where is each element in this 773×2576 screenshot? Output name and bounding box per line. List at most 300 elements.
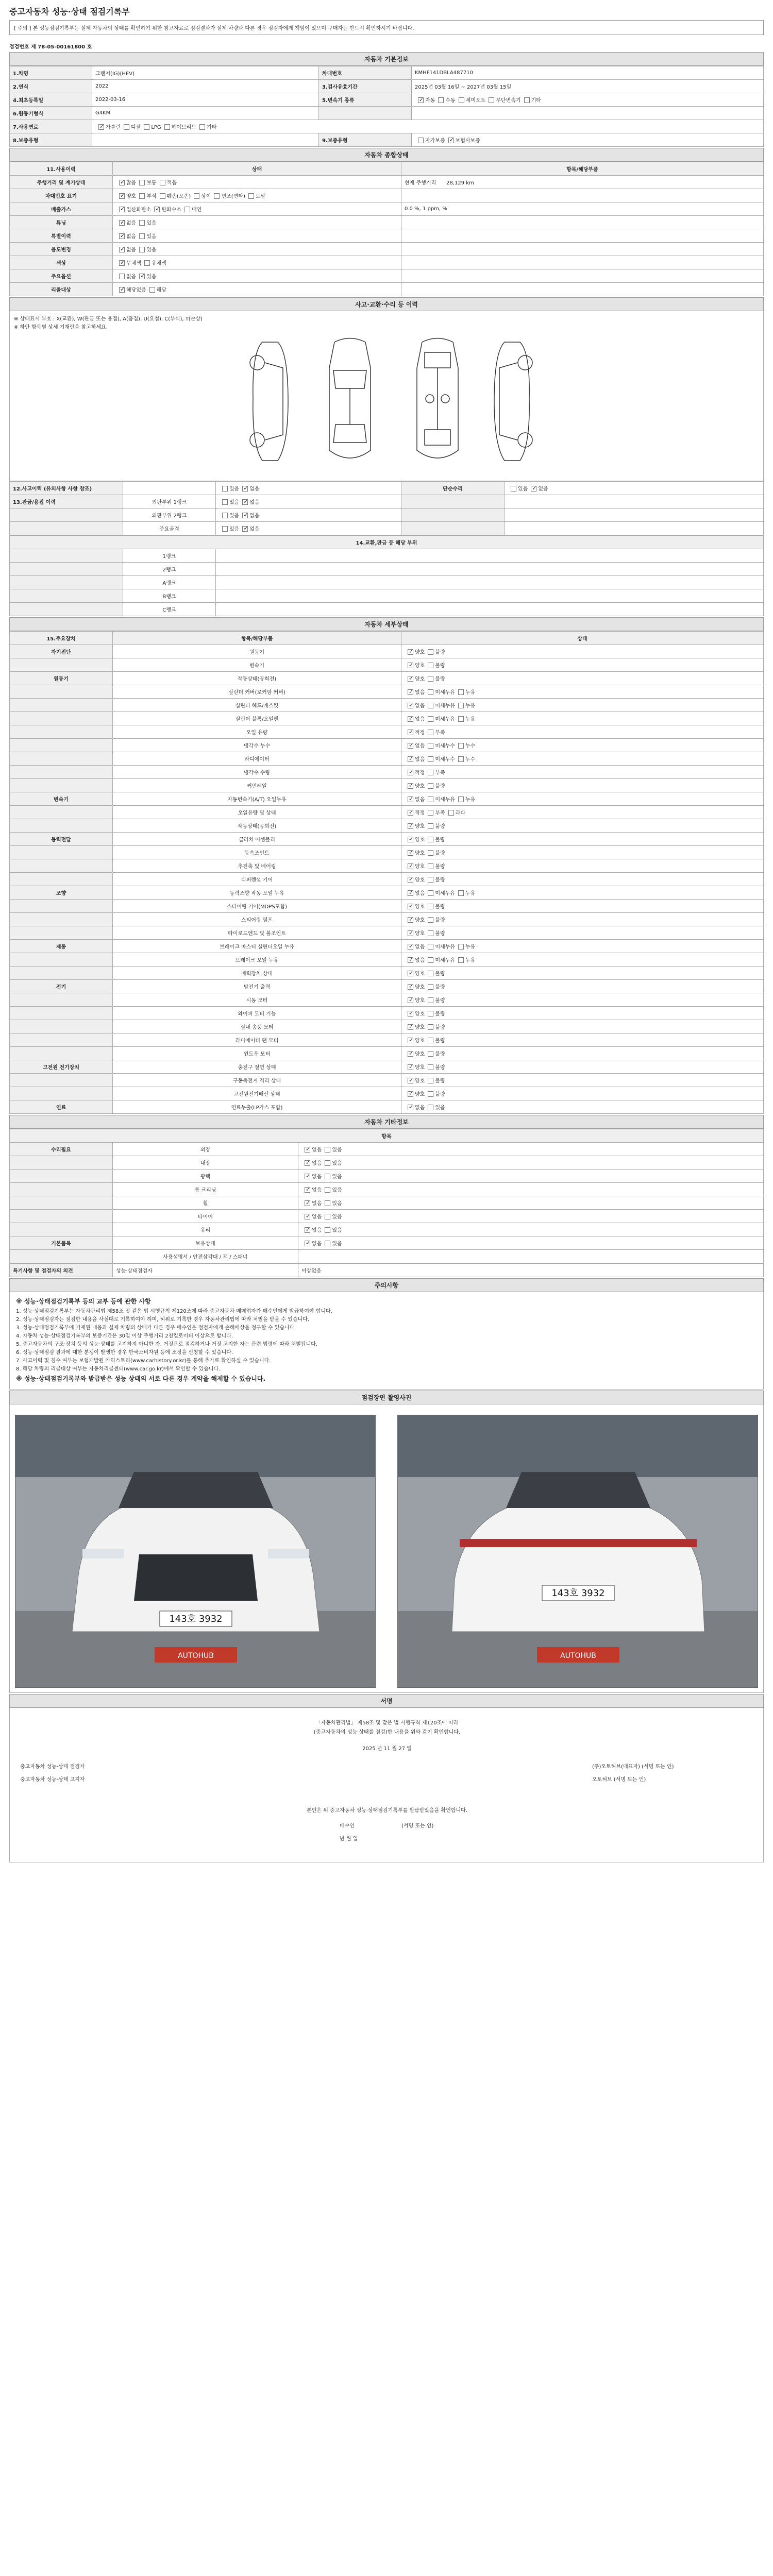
checkbox-label: 없음 — [249, 513, 260, 519]
checkbox — [458, 756, 464, 762]
rank-row: C랭크 — [10, 603, 764, 616]
checkbox-label: 없음 — [415, 703, 425, 709]
caution-line: 5. 중고자동차의 구조·장치 등의 성능·상태를 고지하지 아니한 자, 거짓으로 점검하거나 거짓 고지한 자는 관련 법령에 따라 처벌됩니다. — [16, 1342, 318, 1347]
checkbox-label: 불량 — [435, 663, 445, 669]
checkbox — [144, 124, 149, 130]
checkbox-label: 불량 — [435, 904, 445, 910]
caution-line: 2. 성능·상태점검자는 점검한 내용을 사실대로 기록하여야 하며, 허위로 기록한 경우 자동차관리법에 따라 처벌을 받을 수 있습니다. — [16, 1317, 310, 1323]
summary-extra: 현재 주행거리 — [405, 180, 436, 186]
checkbox-label: 불량 — [435, 1038, 445, 1044]
checkbox — [408, 904, 413, 909]
checkbox — [428, 877, 433, 883]
summary-options — [113, 256, 401, 269]
checkbox — [408, 716, 413, 722]
damage-row: 12.사고이력 (유의사항 사항 참조) 있음✓ 없음 단순수리 있음✓ 없음 — [10, 482, 764, 495]
document-number: 점검번호 제 78-05-00161800 호 — [9, 44, 92, 50]
checkbox — [149, 287, 155, 293]
checkbox-label: 양호 — [415, 971, 425, 977]
checkbox-label: 불량 — [435, 931, 445, 937]
checkbox — [428, 796, 433, 802]
checkbox — [458, 716, 464, 722]
checkbox-label: 양호 — [415, 1065, 425, 1071]
checkbox — [428, 904, 433, 909]
checkbox — [418, 97, 424, 103]
checkbox-label: 불량 — [435, 650, 445, 655]
checkbox — [325, 1241, 330, 1246]
caution-line: ※ 성능·상태점검기록부와 발급받은 성능 상태의 서로 다른 경우 계약을 해제할 수 있습니다. — [16, 1375, 266, 1382]
checkbox-label: 가솔린 — [106, 125, 121, 130]
checkbox — [408, 917, 413, 923]
checkbox-label: 없음 — [312, 1241, 322, 1247]
checkbox — [408, 984, 413, 990]
checkbox — [489, 97, 494, 103]
checkbox — [305, 1200, 310, 1206]
summary-row: 주요옵션 없음✓ 있음 — [10, 269, 764, 283]
checkbox — [428, 930, 433, 936]
checkbox-label: 양호 — [415, 1025, 425, 1030]
checkbox — [325, 1174, 330, 1179]
checkbox — [325, 1187, 330, 1193]
checkbox — [418, 138, 424, 143]
checkbox-label: 없음 — [415, 797, 425, 803]
checkbox — [438, 97, 444, 103]
checkbox — [119, 287, 125, 293]
checkbox — [428, 730, 433, 735]
checkbox — [428, 716, 433, 722]
summary-row: 튜닝 ✓ 없음 있음 — [10, 216, 764, 229]
checkbox-label: 있음 — [146, 221, 157, 226]
checkbox — [428, 756, 433, 762]
other-info-table: 항목 수리필요 외장 ✓ 없음 있음 내장 ✓ 없음 있음 광택 ✓ 없음 있음 룸 크리닝 ✓ 없음 있음 휠 ✓ 없음 있음 타이어 ✓ 없음 있음 유리 ✓ 없음 있음 기본품목 보유상태 ✓ 없음 있음 사용설명서 / 안전삼각대 / 잭 / 스패너 — [9, 1129, 764, 1263]
checkbox — [222, 486, 228, 492]
checkbox-label: 기타 — [531, 98, 541, 104]
rank-table: 14.교환,판금 등 해당 부위 1랭크 2랭크 A랭크 B랭크 C랭크 — [9, 535, 764, 616]
section-basic-title: 자동차 기본정보 — [9, 52, 764, 66]
checkbox-label: 부족 — [435, 730, 445, 736]
checkbox-label: 있음 — [229, 500, 240, 505]
other-row: 유리 ✓ 없음 있음 — [10, 1223, 764, 1236]
fuel-options — [92, 120, 764, 133]
other-row: 내장 ✓ 없음 있음 — [10, 1156, 764, 1170]
checkbox — [408, 663, 413, 668]
section-sign-title: 서명 — [9, 1694, 764, 1708]
detail-row: 자기진단 원동기 ✓ 양호 불량 — [10, 645, 764, 658]
checkbox-label: 누유 — [465, 944, 476, 950]
checkbox — [408, 823, 413, 829]
checkbox-label: 누유 — [465, 797, 476, 803]
summary-options — [113, 283, 401, 296]
checkbox-label: 양호 — [415, 784, 425, 789]
checkbox-label: 미세누유 — [435, 797, 455, 803]
summary-options — [113, 189, 401, 202]
checkbox-label: 미세누유 — [435, 958, 455, 963]
checkbox-label: 없음 — [312, 1228, 322, 1233]
rank-row: 2랭크 — [10, 563, 764, 576]
checkbox-label: 있음 — [146, 247, 157, 253]
detail-row: 냉각수 수량 ✓ 적정 부족 — [10, 766, 764, 779]
checkbox-label: LPG — [151, 125, 161, 130]
rear-autohub-sign: AUTOHUB — [560, 1652, 596, 1660]
checkbox-label: 불량 — [435, 1052, 445, 1057]
checkbox-label: 있음 — [146, 234, 157, 240]
checkbox-label: 있음 — [332, 1201, 342, 1207]
checkbox-label: 부족 — [435, 770, 445, 776]
summary-row: 색상 ✓ 무채색 유채색 — [10, 256, 764, 269]
checkbox — [408, 1064, 413, 1070]
checkbox-label: 변조(변타) — [221, 194, 245, 199]
detail-row: 배력장치 상태 ✓ 양호 불량 — [10, 967, 764, 980]
detail-row: 원동기 작동상태(공회전) ✓ 양호 불량 — [10, 672, 764, 685]
checkbox-label: 불량 — [435, 1011, 445, 1017]
checkbox — [119, 220, 125, 226]
checkbox-label: 훼손(오손) — [166, 194, 191, 199]
checkbox-label: 누유 — [465, 958, 476, 963]
checkbox — [448, 138, 454, 143]
checkbox-label: 매연 — [191, 207, 202, 213]
rank-row: A랭크 — [10, 576, 764, 589]
checkbox-label: 해당없음 — [126, 287, 146, 293]
detail-row: 냉각수 누수 ✓ 없음 미세누수 누수 — [10, 739, 764, 752]
checkbox — [408, 649, 413, 655]
checkbox — [408, 689, 413, 695]
checkbox-label: 자동 — [425, 98, 435, 104]
checkbox — [242, 526, 248, 532]
checkbox-label: 없음 — [538, 486, 548, 492]
detail-row: 고전원전기배선 상태 ✓ 양호 불량 — [10, 1087, 764, 1100]
checkbox — [408, 1091, 413, 1097]
summary-row: 리콜대상 ✓ 해당없음 해당 — [10, 283, 764, 296]
checkbox-label: 하이브리드 — [171, 125, 196, 130]
checkbox-label: 있음 — [435, 1105, 445, 1111]
checkbox — [184, 207, 190, 212]
warranty-options — [412, 133, 764, 147]
checkbox — [428, 863, 433, 869]
checkbox-label: 양호 — [415, 1078, 425, 1084]
checkbox — [408, 1078, 413, 1083]
checkbox — [428, 971, 433, 976]
checkbox — [325, 1214, 330, 1219]
checkbox-label: 적정 — [415, 730, 425, 736]
detail-row: 실린더 블록/오일팬 ✓ 없음 미세누유 누유 — [10, 712, 764, 725]
checkbox — [408, 957, 413, 963]
checkbox — [428, 1038, 433, 1043]
checkbox — [139, 220, 145, 226]
checkbox-label: 양호 — [415, 824, 425, 829]
checkbox-label: 불량 — [435, 971, 445, 977]
document-title: 중고자동차 성능·상태 점검기록부 — [9, 7, 130, 16]
checkbox-label: 상이 — [201, 194, 211, 199]
detail-row: 라디에이터 ✓ 없음 미세누수 누수 — [10, 752, 764, 766]
checkbox — [325, 1227, 330, 1233]
checkbox — [242, 486, 248, 492]
detail-row: 변속기 ✓ 양호 불량 — [10, 658, 764, 672]
checkbox-label: 부족 — [435, 810, 445, 816]
other-row: 기본품목 보유상태 ✓ 없음 있음 — [10, 1236, 764, 1250]
section-caution-title: 주의사항 — [9, 1278, 764, 1292]
summary-options — [113, 202, 401, 216]
checkbox-label: 양호 — [415, 931, 425, 937]
section-damage-title: 사고·교환·수리 등 이력 — [9, 297, 764, 311]
checkbox — [305, 1160, 310, 1166]
checkbox — [408, 837, 413, 842]
checkbox — [524, 97, 530, 103]
detail-row: 커먼레일 ✓ 양호 불량 — [10, 779, 764, 792]
checkbox — [408, 1024, 413, 1030]
checkbox — [144, 260, 150, 266]
checkbox-label: 누유 — [465, 717, 476, 722]
checkbox-label: 양호 — [415, 1092, 425, 1097]
checkbox — [428, 823, 433, 829]
checkbox-label: 없음 — [312, 1201, 322, 1207]
other-row: 사용설명서 / 안전삼각대 / 잭 / 스패너 — [10, 1250, 764, 1263]
checkbox — [305, 1227, 310, 1233]
summary-row: 용도변경 ✓ 없음 있음 — [10, 243, 764, 256]
detail-row: 전기 발전기 출력 ✓ 양호 불량 — [10, 980, 764, 993]
checkbox — [222, 526, 228, 532]
checkbox — [428, 957, 433, 963]
checkbox-label: 있음 — [332, 1241, 342, 1247]
checkbox-label: 보통 — [146, 180, 157, 186]
checkbox-label: 없음 — [312, 1161, 322, 1166]
checkbox — [428, 649, 433, 655]
checkbox-label: 없음 — [415, 690, 425, 696]
checkbox — [194, 193, 199, 199]
checkbox — [428, 703, 433, 708]
detail-row: 시동 모터 ✓ 양호 불량 — [10, 993, 764, 1007]
checkbox — [164, 124, 170, 130]
damage-row: 주요골격 있음✓ 없음 — [10, 522, 764, 535]
checkbox-label: 미세누수 — [435, 757, 455, 762]
checkbox-label: 있음 — [332, 1147, 342, 1153]
checkbox — [242, 513, 248, 518]
checkbox-label: 양호 — [415, 985, 425, 990]
signature-block: 「자동차관리법」 제58조 및 같은 법 시행규칙 제120조에 따라 (중고자동차의 성능·상태를 점검)한 내용을 위와 같이 확인합니다. 2025 년 11 월 27 일 중고자동차 성능·상태 점검자 (주)오토허브(대표자) (서명 또는 인) 중고자동차 성능·상태 고지자 오토허브 (서명 또는 인) 본인은 위 중고자동차 성능·상태점검기록부를 발급받았음을 확인합니다. 매수인 (서명 또는 인) 년 월 일 — [9, 1708, 764, 1862]
checkbox — [408, 877, 413, 883]
checkbox-label: 없음 — [312, 1147, 322, 1153]
other-row: 타이어 ✓ 없음 있음 — [10, 1210, 764, 1223]
checkbox-label: 양호 — [415, 998, 425, 1004]
checkbox-label: 적음 — [166, 180, 177, 186]
checkbox — [305, 1187, 310, 1193]
checkbox — [119, 260, 125, 266]
checkbox — [408, 930, 413, 936]
checkbox — [408, 1105, 413, 1110]
checkbox — [428, 850, 433, 856]
checkbox — [458, 944, 464, 950]
checkbox — [139, 233, 145, 239]
section-detail-title: 자동차 세부상태 — [9, 617, 764, 631]
checkbox-label: 없음 — [415, 757, 425, 762]
checkbox-label: 없음 — [415, 891, 425, 896]
checkbox-label: 없음 — [249, 527, 260, 532]
checkbox — [428, 944, 433, 950]
checkbox — [154, 207, 160, 212]
checkbox-label: 보험사보증 — [455, 138, 480, 144]
rank-row: B랭크 — [10, 589, 764, 603]
detail-row: 스티어링 펌프 ✓ 양호 불량 — [10, 913, 764, 926]
basic-info-table: 1.차명 그랜저(IG)(HEV) 차대번호 KMHF141DBLA487710 2.연식 2022 3.검사유효기간 2025년 03월 16일 ~ 2027년 03월 15일 4.최초등록일 2022-03-16 5.변속기 종류 ✓ 자동 수동 세미오토 무단변속기 기타 6.원동기형식 G4KM 7.사용연료 ✓ 가솔린 디젤 LPG 하이브리드 기타 8.보증유형 9.보증유형 자가보증✓ 보험사보증 — [9, 66, 764, 147]
rear-car-photo — [397, 1415, 758, 1688]
checkbox-label: 불량 — [435, 1092, 445, 1097]
other-row: 광택 ✓ 없음 있음 — [10, 1170, 764, 1183]
checkbox-label: 있음 — [332, 1174, 342, 1180]
checkbox — [325, 1147, 330, 1153]
detail-row: 라디에이터 팬 모터 ✓ 양호 불량 — [10, 1033, 764, 1047]
checkbox — [305, 1241, 310, 1246]
summary-table: 11.사용이력 상태 항목/해당부품 주행거리 및 계기상태 ✓ 많음 보통 적음 현재 주행거리 28,129 km 차대번호 표기 ✓ 양호 부식 훼손(오손) 상이 변조(변타) 도말 배출가스 ✓ 일산화탄소✓ 탄화수소 매연 0.0 %, 1 ppm, % 튜닝 ✓ 없음 있음 특별이력 ✓ 없음 있음 용도변경 ✓ 없음 있음 색상 ✓ 무채색 유채색 주요옵션 없음✓ 있음 리콜대상 ✓ 해당없음 해당 — [9, 162, 764, 296]
checkbox — [408, 850, 413, 856]
summary-options — [113, 216, 401, 229]
checkbox-label: 미세누유 — [435, 690, 455, 696]
checkbox — [458, 743, 464, 749]
checkbox-label: 없음 — [415, 1105, 425, 1111]
checkbox — [408, 796, 413, 802]
checkbox — [428, 783, 433, 789]
checkbox-label: 도말 — [255, 194, 266, 199]
checkbox-label: 없음 — [312, 1188, 322, 1193]
summary-options — [113, 229, 401, 243]
checkbox — [458, 689, 464, 695]
checkbox-label: 불량 — [435, 864, 445, 870]
checkbox-label: 불량 — [435, 985, 445, 990]
detail-row: 등속조인트 ✓ 양호 불량 — [10, 846, 764, 859]
checkbox — [222, 513, 228, 518]
checkbox — [139, 180, 145, 185]
checkbox — [408, 730, 413, 735]
checkbox-label: 불량 — [435, 784, 445, 789]
checkbox — [408, 676, 413, 682]
checkbox-label: 적정 — [415, 770, 425, 776]
checkbox — [458, 957, 464, 963]
checkbox — [305, 1174, 310, 1179]
summary-extra-value: 28,129 km — [446, 180, 474, 186]
checkbox-label: 양호 — [415, 650, 425, 655]
checkbox-label: 세미오토 — [465, 98, 486, 104]
detail-row: 변속기 자동변속기(A/T) 오일누유 ✓ 없음 미세누유 누유 — [10, 792, 764, 806]
checkbox-label: 누유 — [465, 690, 476, 696]
checkbox-label: 무채색 — [126, 261, 141, 266]
damage-legend: ※ 상태표시 부호 : X(교환), W(판금 또는 용접), A(흠집), U(요철), C(부식), T(손상) ※ 하단 항목별 상세 기재란을 참고하세요. — [14, 316, 203, 330]
other-notes-table: 특기사항 및 점검자의 의견 성능·상태점검자 이상없음 — [9, 1263, 764, 1277]
front-car-photo — [15, 1415, 376, 1688]
checkbox-label: 양호 — [415, 663, 425, 669]
detail-row: 와이퍼 모터 기능 ✓ 양호 불량 — [10, 1007, 764, 1020]
detail-row: 실내 송풍 모터 ✓ 양호 불량 — [10, 1020, 764, 1033]
checkbox-label: 일산화탄소 — [126, 207, 152, 213]
checkbox-label: 있음 — [332, 1214, 342, 1220]
other-row: 룸 크리닝 ✓ 없음 있음 — [10, 1183, 764, 1196]
car-outline-diagram — [242, 332, 561, 471]
checkbox — [408, 1051, 413, 1057]
checkbox-label: 양호 — [415, 918, 425, 923]
checkbox-label: 없음 — [415, 944, 425, 950]
checkbox-label: 없음 — [312, 1214, 322, 1220]
section-summary-title: 자동차 종합상태 — [9, 148, 764, 162]
checkbox — [222, 499, 228, 505]
checkbox — [428, 890, 433, 896]
detail-row: 스티어링 기어(MDPS포함) ✓ 양호 불량 — [10, 900, 764, 913]
checkbox — [428, 1078, 433, 1083]
checkbox-label: 적정 — [415, 810, 425, 816]
detail-row: 작동상태(공회전) ✓ 양호 불량 — [10, 819, 764, 833]
checkbox-label: 불량 — [435, 676, 445, 682]
checkbox-label: 양호 — [415, 676, 425, 682]
checkbox-label: 미세누수 — [435, 743, 455, 749]
section-photos-title: 점검장면 촬영사진 — [9, 1391, 764, 1404]
checkbox — [408, 944, 413, 950]
checkbox-label: 양호 — [415, 1052, 425, 1057]
checkbox — [428, 676, 433, 682]
detail-row: 윈도우 모터 ✓ 양호 불량 — [10, 1047, 764, 1060]
summary-options — [113, 269, 401, 283]
checkbox-label: 없음 — [415, 717, 425, 722]
checkbox — [459, 97, 464, 103]
checkbox — [242, 499, 248, 505]
checkbox — [408, 1011, 413, 1016]
checkbox — [511, 486, 516, 492]
summary-row: 차대번호 표기 ✓ 양호 부식 훼손(오손) 상이 변조(변타) 도말 — [10, 189, 764, 202]
rear-plate-text: 143호 3932 — [551, 1588, 605, 1599]
checkbox-label: 자가보증 — [425, 138, 445, 144]
checkbox — [428, 770, 433, 775]
checkbox-label: 있음 — [332, 1161, 342, 1166]
detail-row: 구동축전지 격리 상태 ✓ 양호 불량 — [10, 1074, 764, 1087]
checkbox — [119, 274, 125, 279]
checkbox-label: 없음 — [312, 1174, 322, 1180]
rank-row: 1랭크 — [10, 549, 764, 563]
caution-line: ※ 성능·상태점검기록부 등의 교부 등에 관한 사항 — [16, 1298, 151, 1305]
checkbox — [428, 810, 433, 816]
checkbox-label: 불량 — [435, 918, 445, 923]
checkbox-label: 불량 — [435, 824, 445, 829]
checkbox — [408, 770, 413, 775]
checkbox — [428, 1011, 433, 1016]
summary-row: 특별이력 ✓ 없음 있음 — [10, 229, 764, 243]
transmission-options — [412, 93, 764, 107]
car-right-side-icon — [494, 342, 532, 461]
checkbox-label: 과다 — [455, 810, 465, 816]
checkbox-label: 있음 — [229, 513, 240, 519]
damage-row: 13.판금/용접 이력 외판부위 1랭크 있음✓ 없음 — [10, 495, 764, 509]
checkbox-label: 양호 — [415, 1011, 425, 1017]
caution-line: 1. 성능·상태점검기록부는 자동차관리법 제58조 및 같은 법 시행규칙 제120조에 따라 중고자동차 매매업자가 매수인에게 발급하여야 합니다. — [16, 1309, 332, 1314]
checkbox — [119, 207, 125, 212]
checkbox — [458, 890, 464, 896]
detail-row: 오일 유량 ✓ 적정 부족 — [10, 725, 764, 739]
caution-line: 3. 성능·상태점검기록부에 기재된 내용과 실제 차량의 상태가 다른 경우 매수인은 점검자에게 손해배상을 청구할 수 있습니다. — [16, 1325, 296, 1331]
detail-row: 디퍼렌셜 기어 ✓ 양호 불량 — [10, 873, 764, 886]
checkbox-label: 있음 — [332, 1228, 342, 1233]
checkbox — [428, 1064, 433, 1070]
checkbox — [124, 124, 129, 130]
detail-row: 실린더 커버(로커암 커버) ✓ 없음 미세누유 누유 — [10, 685, 764, 699]
caution-line: 8. 해당 차량의 리콜대상 여부는 자동차리콜센터(www.car.go.kr)에서 확인할 수 있습니다. — [16, 1366, 221, 1372]
checkbox-label: 유채색 — [151, 261, 166, 266]
checkbox-label: 없음 — [126, 234, 137, 240]
notice-box: [ 주의 ] 본 성능점검기록부는 실제 자동차의 상태를 확인하기 위한 참고자료로 점검결과가 실제 차량과 다른 경우 점검자에게 책임이 있으며 구매자는 반드시 확인하시기 바랍니다. — [9, 20, 764, 35]
checkbox — [428, 1024, 433, 1030]
summary-options — [113, 176, 401, 189]
checkbox-label: 무단변속기 — [496, 98, 521, 104]
checkbox — [408, 971, 413, 976]
checkbox-label: 있음 — [229, 486, 240, 492]
checkbox — [428, 917, 433, 923]
detail-row: 추진축 및 베어링 ✓ 양호 불량 — [10, 859, 764, 873]
checkbox-label: 미세누유 — [435, 891, 455, 896]
summary-row: 배출가스 ✓ 일산화탄소✓ 탄화수소 매연 0.0 %, 1 ppm, % — [10, 202, 764, 216]
caution-notes — [9, 1292, 764, 1389]
checkbox-label: 없음 — [249, 486, 260, 492]
